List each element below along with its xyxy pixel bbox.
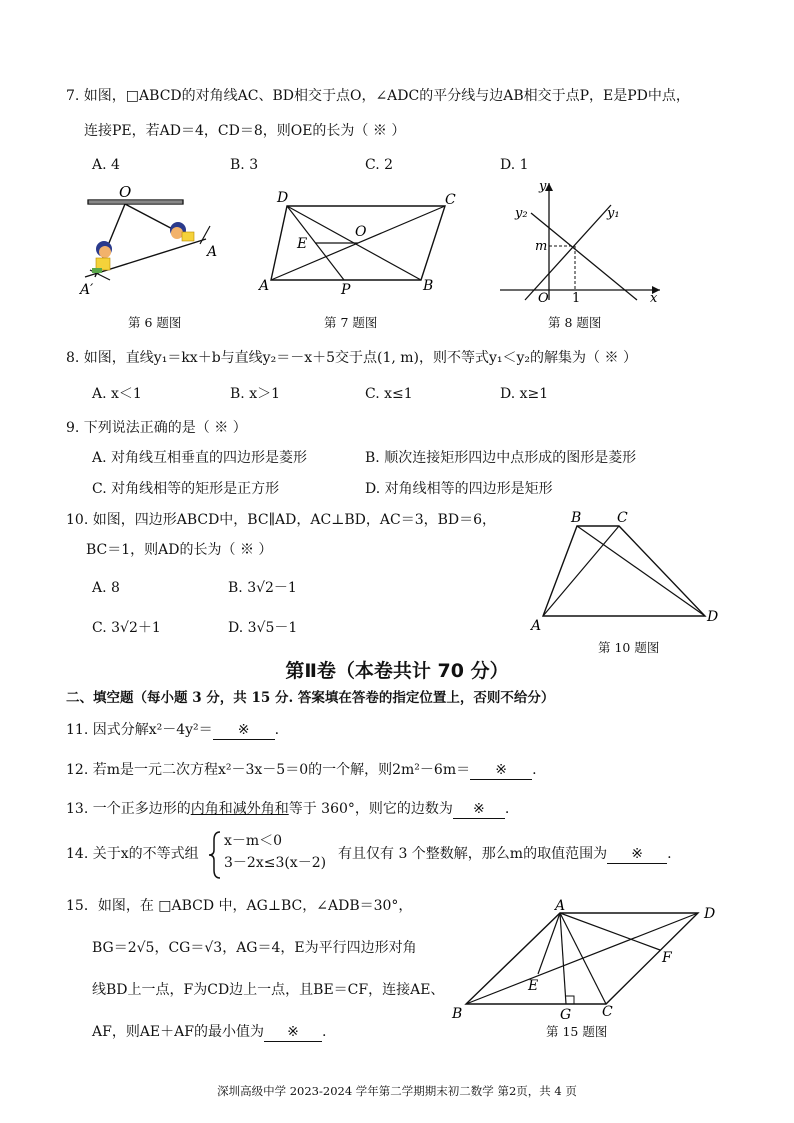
q13 [66,801,509,819]
q14-end: . [667,846,672,862]
q15-line4 [92,1024,326,1042]
q15-line4-text: AF，则AE＋AF的最小值为 [92,1024,264,1040]
q15-line3: 线BD上一点，F为CD边上一点，且BE＝CF，连接AE、 [92,982,445,998]
fig15-label-e: E [528,978,539,994]
fig8-caption: 第 8 题图 [548,315,602,330]
q12-text: 12. 若m是一元二次方程x²－3x－5＝0的一个解，则2m²－6m＝ [66,762,471,778]
q11 [66,722,279,740]
fig10-caption: 第 10 题图 [598,640,660,655]
section-header: 二、填空题（每小题 3 分，共 15 分. 答案填在答卷的指定位置上，否则不给分） [66,690,555,706]
q12 [66,762,537,780]
q8-option-c: C. x≤1 [365,386,413,402]
q10-option-b: B. 3√2－1 [228,580,297,596]
q14-tail [338,846,672,864]
fig8-label-one: 1 [572,291,581,305]
q15-line2: BG＝2√5，CG＝√3，AG＝4，E为平行四边形对角 [92,940,417,956]
fig10-label-b: B [571,510,582,526]
q7-option-d: D. 1 [500,157,529,173]
q7-option-b: B. 3 [230,157,259,173]
fig7-label-o: O [355,224,367,240]
fig7-label-a: A [259,278,270,294]
q13-blank: ※ [453,801,505,819]
q10-option-d: D. 3√5－1 [228,620,298,636]
fig7-label-p: P [341,282,351,298]
q8-line1: 8. 如图，直线y₁＝kx＋b与直线y₂＝－x＋5交于点(1, m)，则不等式y₁＜y₂的解集为（ ※ ） [66,350,637,366]
fig15-label-g: G [560,1007,572,1023]
q9-option-b: B. 顺次连接矩形四边中点形成的图形是菱形 [365,450,637,466]
q14-ineq2: 3－2x≤3(x－2) [224,855,327,871]
fig8-label-m: m [535,239,548,254]
fig15-label-d: D [704,906,716,922]
child-left-icon [92,241,112,273]
q12-blank: ※ [470,762,532,780]
q15-end: . [321,1024,327,1040]
q10-option-a: A. 8 [92,580,120,596]
page-footer: 深圳高级中学 2023-2024 学年第二学期期末初二数学 第2页，共 4 页 [217,1084,577,1098]
fig8-label-o: O [538,291,549,305]
figure-10 [525,508,725,633]
fig15-label-a: A [555,898,566,914]
q8-option-d: D. x≥1 [500,386,549,402]
fig6-label-o: O [119,183,132,201]
fig15-caption: 第 15 题图 [546,1024,608,1039]
q7-option-c: C. 2 [365,157,394,173]
q8-option-a: A. x＜1 [92,386,142,402]
fig15-label-c: C [602,1004,613,1020]
fig6-label-a-prime: A′ [80,282,94,297]
q7-line2: 连接PE，若AD＝4，CD＝8，则OE的长为（ ※ ） [84,123,406,139]
q14-ineq1: x－m＜0 [224,833,283,849]
figure-6 [70,182,220,297]
q14-blank: ※ [607,846,667,864]
q9-option-c: C. 对角线相等的矩形是正方形 [92,481,280,497]
q9-line1: 9. 下列说法正确的是（ ※ ） [66,420,247,436]
q9-option-a: A. 对角线互相垂直的四边形是菱形 [92,450,308,466]
fig10-label-d: D [707,609,719,625]
part2-title: 第Ⅱ卷（本卷共计 70 分） [285,660,509,682]
q15-blank: ※ [264,1024,322,1042]
q8-option-b: B. x＞1 [230,386,280,402]
q10-line1: 10. 如图，四边形ABCD中，BC∥AD，AC⊥BD，AC＝3，BD＝6， [66,512,497,528]
fig8-label-x: x [650,291,658,305]
q11-text: 11. 因式分解x²－4y²＝ [66,722,213,738]
fig8-label-y1: y₁ [607,206,620,221]
q9-option-d: D. 对角线相等的四边形是矩形 [365,481,553,497]
fig7-label-b: B [423,278,434,294]
figure-7 [255,188,470,300]
figure-15 [448,898,733,1023]
q15-line1: 15．如图，在 □ABCD 中，AG⊥BC，∠ADB＝30°， [66,898,413,914]
child-right-icon [170,222,194,241]
q7-line1: 7. 如图，□ABCD的对角线AC、BD相交于点O，∠ADC的平分线与边AB相交于点P，E是PD中点， [66,88,690,104]
q11-blank: ※ [213,722,275,740]
q14-text2: 有且仅有 3 个整数解，那么m的取值范围为 [338,846,608,862]
q12-end: . [532,762,537,778]
q13-text: 13. 一个正多边形的 [66,801,191,817]
fig15-label-b: B [452,1006,463,1022]
fig7-caption: 第 7 题图 [324,315,378,330]
q10-option-c: C. 3√2＋1 [92,620,161,636]
q7-option-a: A. 4 [92,157,120,173]
fig8-label-y: y [539,179,547,194]
fig6-label-a: A [207,244,218,260]
q11-end: . [274,722,280,738]
figure-8 [495,175,670,305]
system-brace-icon [208,830,222,880]
q13-underlined: 内角和减外角和 [190,801,289,817]
q13-end: . [504,801,510,817]
fig15-label-f: F [662,950,672,966]
q10-line2: BC＝1，则AD的长为（ ※ ） [86,542,273,558]
fig6-caption: 第 6 题图 [128,315,182,330]
fig10-label-c: C [617,510,628,526]
fig7-label-e: E [297,236,308,252]
fig8-label-y2: y₂ [515,206,528,221]
fig10-label-a: A [531,618,542,633]
fig7-label-d: D [277,190,289,206]
q14-text: 14. 关于x的不等式组 [66,846,199,862]
q13-text2: 等于 360°，则它的边数为 [288,801,453,817]
fig7-label-c: C [445,192,456,208]
